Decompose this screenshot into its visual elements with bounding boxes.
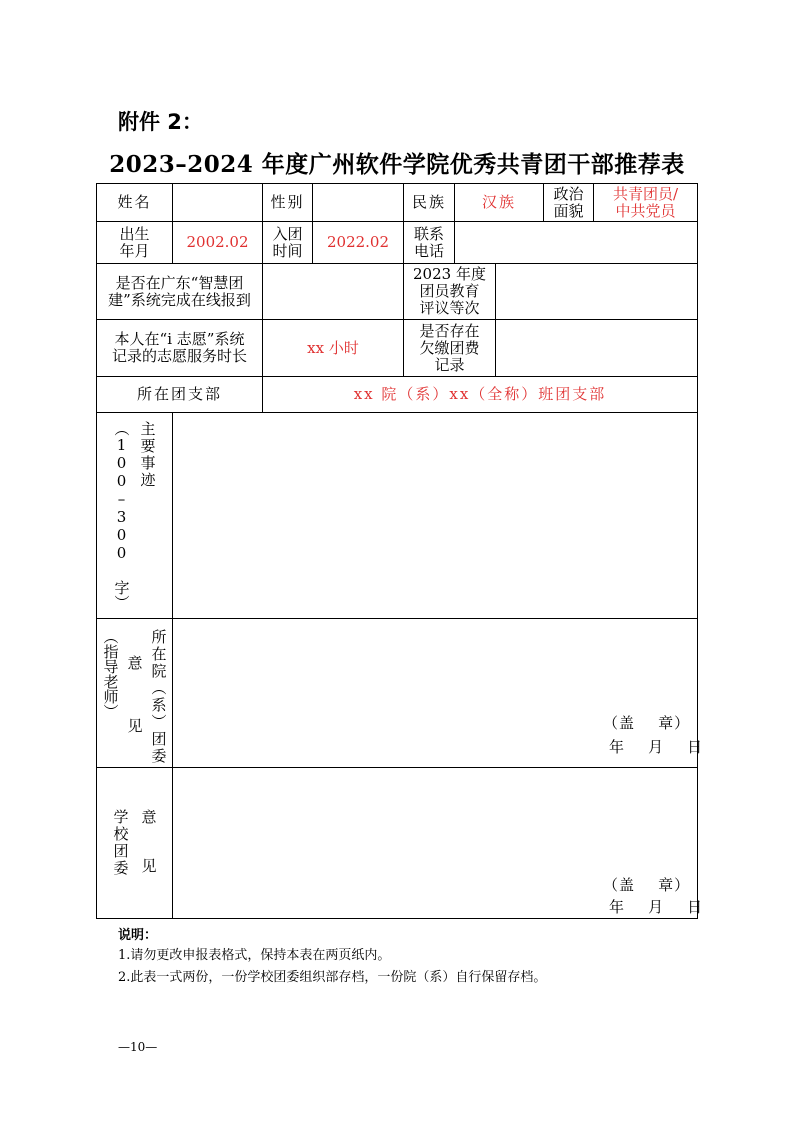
- ethnic-field[interactable]: 汉族: [454, 183, 544, 222]
- dues-arrears-label-line2: 欠缴团费: [419, 338, 480, 357]
- smart-league-label-line1: 是否在广东“智慧团: [115, 273, 244, 292]
- political-label-line2: 面貌: [553, 201, 584, 220]
- join-field[interactable]: 2022.02: [312, 221, 404, 264]
- evaluation-label-line3: 评议等次: [419, 299, 480, 317]
- deeds-label-sub: （100–300 字）: [112, 421, 131, 610]
- branch-label: 所在团支部: [96, 376, 263, 413]
- note-item-2: 2.此表一式两份，一份学校团委组织部存档，一份院（系）自行保留存档。: [118, 970, 547, 985]
- ethnic-label: 民族: [403, 183, 455, 222]
- school-seal: （盖 章）: [603, 876, 691, 894]
- attachment-label: 附件 2：: [118, 110, 203, 134]
- birth-label: [96, 221, 173, 264]
- page-number: —10—: [118, 1040, 158, 1054]
- school-date: 年 月 日: [609, 898, 704, 916]
- notes-heading: 说明：: [118, 928, 158, 943]
- phone-label: [403, 221, 455, 264]
- name-field[interactable]: [172, 183, 263, 222]
- dues-arrears-field[interactable]: [495, 319, 698, 377]
- college-date: 年 月 日: [609, 738, 704, 756]
- school-opinion-yijian-col: [139, 809, 159, 875]
- deeds-label: [96, 412, 173, 619]
- birth-label-line2: 年月: [119, 241, 150, 260]
- volunteer-hours-label-line1: 本人在“i 志愿”系统: [114, 330, 245, 348]
- political-value-line2: 中共党员: [615, 201, 676, 220]
- dues-arrears-label-line1: 是否存在: [419, 321, 480, 340]
- college-opinion-char-yi: 意: [125, 655, 144, 672]
- volunteer-hours-field[interactable]: xx 小时: [262, 319, 404, 377]
- college-opinion-char-suo: 所: [149, 629, 168, 646]
- school-opinion-char-jian: 见: [139, 858, 158, 875]
- birth-label-line1: 出生: [119, 224, 150, 243]
- phone-label-line2: 电话: [413, 241, 444, 260]
- political-value-line1: 共青团员/: [612, 184, 679, 203]
- birth-field[interactable]: 2002.02: [172, 221, 263, 264]
- evaluation-label-line2: 团员教育: [419, 282, 480, 300]
- political-field[interactable]: [593, 183, 698, 222]
- college-opinion-right-col: [149, 629, 169, 765]
- name-label: 姓名: [96, 183, 173, 222]
- political-label: [543, 183, 594, 222]
- dues-arrears-label-line3: 记录: [434, 355, 465, 374]
- college-seal: （盖 章）: [603, 714, 691, 732]
- deeds-label-columns: [112, 421, 158, 610]
- evaluation-field[interactable]: [495, 263, 698, 320]
- evaluation-label: [403, 263, 496, 320]
- phone-label-line1: 联系: [413, 224, 444, 243]
- college-opinion-char-jian: 见: [125, 718, 144, 735]
- college-opinion-label: [96, 618, 173, 768]
- deeds-label-main: 主要事迹: [138, 421, 157, 489]
- college-opinion-advisor: （指导老师）: [101, 629, 120, 719]
- smart-league-field[interactable]: [262, 263, 404, 320]
- smart-league-label-line2: 建”系统完成在线报到: [108, 290, 251, 309]
- note-item-1: 1.请勿更改申报表格式，保持本表在两页纸内。: [118, 948, 391, 963]
- political-label-line1: 政治: [553, 184, 584, 203]
- school-opinion-char-yi: 意: [139, 809, 158, 826]
- school-opinion-label: [96, 767, 173, 919]
- branch-field[interactable]: xx 院（系）xx（全称）班团支部: [262, 376, 698, 413]
- volunteer-hours-label-line2: 记录的志愿服务时长: [111, 347, 247, 365]
- form-title: 2023–2024 年度广州软件学院优秀共青团干部推荐表: [109, 151, 685, 178]
- join-label-line1: 入团: [272, 224, 303, 243]
- gender-field[interactable]: [312, 183, 404, 222]
- phone-field[interactable]: [454, 221, 698, 264]
- college-opinion-label-columns: [101, 629, 169, 765]
- college-opinion-yijian-col: [125, 629, 145, 757]
- dues-arrears-label: [403, 319, 496, 377]
- gender-label: 性别: [262, 183, 313, 222]
- evaluation-label-line1: 2023 年度: [413, 265, 486, 283]
- join-label: [262, 221, 313, 264]
- join-label-line2: 时间: [272, 241, 303, 260]
- volunteer-hours-label: [96, 319, 263, 377]
- smart-league-label: [96, 263, 263, 320]
- school-opinion-committee: 学校团委: [111, 809, 130, 877]
- school-opinion-label-columns: [111, 809, 159, 877]
- deeds-field[interactable]: [172, 412, 698, 619]
- college-opinion-dept: 在院（系）团委: [149, 646, 168, 765]
